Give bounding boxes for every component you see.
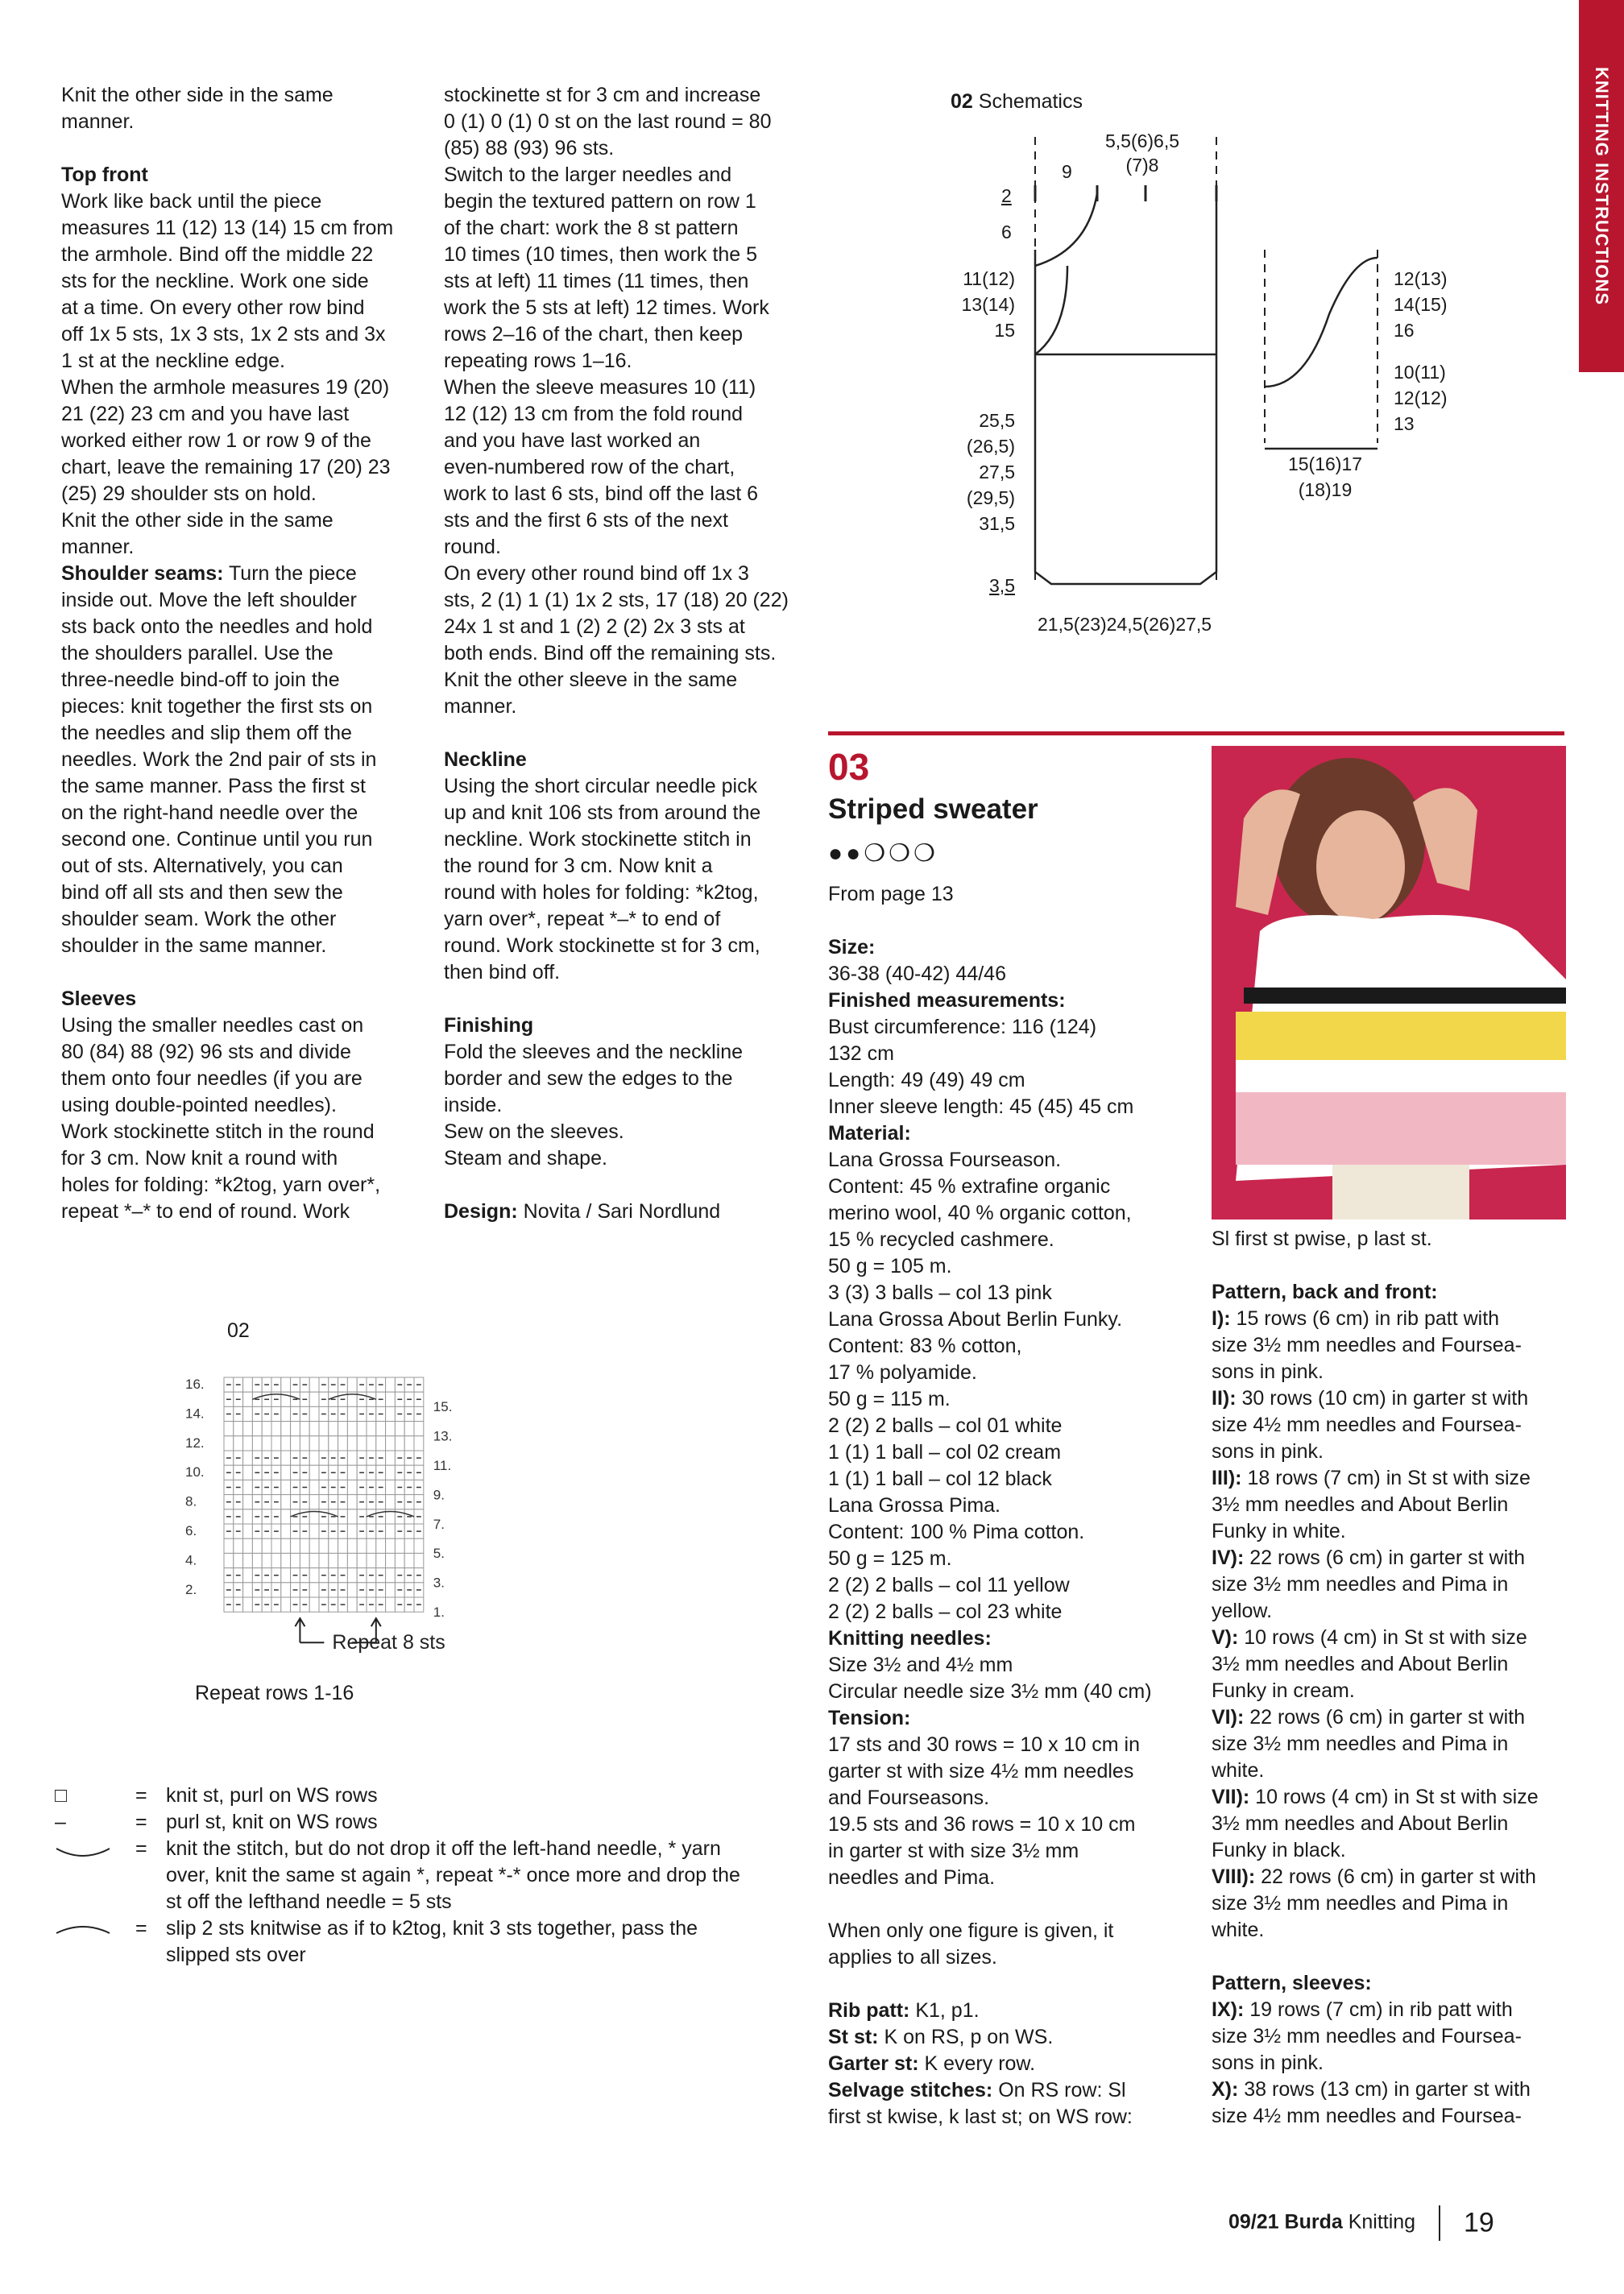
paragraph-lead: Rib patt:	[828, 1999, 910, 2022]
labeled-paragraph: IX): 19 rows (7 cm) in rib patt with size 3½ mm needles and Foursea- sons in pink.	[1212, 1998, 1522, 2074]
column-2	[444, 82, 814, 1225]
paragraph-lead: Design:	[444, 1200, 518, 1223]
paragraph-lead: III):	[1212, 1467, 1242, 1489]
legend-symbol: □	[55, 1784, 68, 1807]
chart-row-label: 16.	[185, 1377, 205, 1392]
chart-row-label: 5.	[433, 1546, 445, 1562]
section-heading: Pattern, back and front:	[1212, 1281, 1438, 1303]
section-heading: Sleeves	[61, 988, 137, 1010]
labeled-paragraph: VI): 22 rows (6 cm) in garter st with size 3½ mm needles and Pima in white.	[1212, 1706, 1525, 1782]
spacer	[1212, 1944, 1574, 1970]
paragraph: Knit the other side in the same manner.	[61, 84, 334, 133]
section-heading: Material:	[828, 1122, 911, 1145]
legend-equals: =	[135, 1837, 147, 1860]
legend-text: purl st, knit on WS rows	[166, 1811, 378, 1833]
legend-text: knit st, purl on WS rows	[166, 1784, 378, 1807]
paragraph: Sl first st pwise, p last st.	[1212, 1228, 1432, 1250]
labeled-paragraph: Selvage stitches: On RS row: Sl first st kwise, k last st; on WS row:	[828, 2079, 1133, 2128]
spacer	[444, 720, 814, 747]
paragraph: From page 13	[828, 883, 954, 905]
paragraph: stockinette st for 3 cm and increase 0 (1) 0 (1) 0 st on the last round = 80 (85) 88 (93) 96 sts. Switch to the larger needles and begin the textured pattern on row 1 of the chart: work the 8 st pattern 10 times (10 times, then work the 5 sts at left) 11 times (11 times, then work the 5 sts at left) 12 times. Work rows 2–16 of the chart, then keep repeating rows 1–16. When the sleeve measures 10 (11) 12 (12) 13 cm from the fold round and you have last worked an even-numbered row of the chart, work to last 6 sts, bind off the last 6 sts and the first 6 sts of the next round. On every other round bind off 1x 3 sts, 2 (1) 1 (1) 1x 2 sts, 17 (18) 20 (22) 24x 1 st and 1 (2) 2 (2) 2x 3 sts at both ends. Bind off the remaining sts. Knit the other sleeve in the same manner.	[444, 84, 789, 718]
section-heading: Finishing	[444, 1014, 534, 1037]
chart-row-label: 4.	[185, 1552, 197, 1568]
chart-row-label: 15.	[433, 1399, 453, 1415]
chart-row-label: 8.	[185, 1493, 197, 1509]
paragraph-lead: IX):	[1212, 1998, 1245, 2021]
legend-equals: =	[135, 1917, 147, 1940]
repeat-arrow-left	[295, 1618, 304, 1642]
paragraph-lead: VI):	[1212, 1706, 1245, 1729]
spacer	[444, 986, 814, 1012]
paragraph-lead: V):	[1212, 1626, 1239, 1649]
labeled-paragraph: III): 18 rows (7 cm) in St st with size 3½ mm needles and About Berlin Funky in white.	[1212, 1467, 1531, 1542]
schem-top-label: 5,5(6)6,5 (7)8	[1104, 130, 1180, 176]
labeled-paragraph: Rib patt: K1, p1.	[828, 1999, 980, 2022]
paragraph: Work like back until the piece measures 11 (12) 13 (14) 15 cm from the armhole. Bind off the middle 22 sts for the neckline. Work one side at a time. On every other row bind off 1x 5 sts, 1x 3 sts, 1x 2 sts and 3x 1 st at the neckline edge. When the armhole measures 19 (20) 21 (22) 23 cm and you have last worked either row 1 or row 9 of the chart, leave the remaining 17 (20) 23 (25) 29 shoulder sts on hold. Knit the other side in the same manner.	[61, 190, 394, 558]
labeled-paragraph: II): 30 rows (10 cm) in garter st with size 4½ mm needles and Foursea- sons in pink.	[1212, 1387, 1529, 1463]
paragraph-lead: X):	[1212, 2078, 1239, 2101]
column-4	[1212, 1226, 1574, 2130]
paragraph: 36-38 (40-42) 44/46	[828, 963, 1006, 985]
spacer	[444, 1172, 814, 1199]
sweater-photo	[1212, 746, 1566, 1219]
schem-neck-depth-1: 2	[1001, 185, 1012, 206]
section-heading: Neckline	[444, 748, 527, 771]
paragraph: Using the short circular needle pick up and knit 106 sts from around the neckline. Work stockinette stitch in the round for 3 cm. Now knit a round with holes for folding: *k2tog, yarn over*, repeat *–* to end of round. Work stockinette st for 3 cm, then bind off.	[444, 775, 761, 983]
labeled-paragraph: Garter st: K every row.	[828, 2052, 1036, 2075]
labeled-paragraph: St st: K on RS, p on WS.	[828, 2026, 1054, 2048]
section-heading: Finished measurements:	[828, 989, 1066, 1012]
section-rule	[828, 731, 1564, 735]
chart-title: 02	[227, 1319, 250, 1342]
schem-width: 21,5(23)24,5(26)27,5	[1038, 614, 1212, 635]
section-tab: KNITTING INSTRUCTIONS	[1579, 0, 1624, 372]
chart-row-label: 2.	[185, 1581, 197, 1597]
labeled-paragraph: Design: Novita / Sari Nordlund	[444, 1200, 721, 1223]
legend-equals: =	[135, 1784, 147, 1807]
pattern-title: Striped sweater	[828, 793, 1038, 825]
legend-text: slip 2 sts knitwise as if to k2tog, knit 3 sts together, pass the slipped sts over	[166, 1917, 698, 1966]
paragraph: Using the smaller needles cast on 80 (84) 88 (92) 96 sts and divide them onto four needles (if you are using double-pointed needles). Work stockinette stitch in the round for 3 cm. Now knit a round with holes for folding: *k2tog, yarn over*, repeat *–* to end of round. Work	[61, 1014, 381, 1223]
difficulty-rating: ●●❍❍❍	[828, 840, 938, 867]
schematic-diagram	[926, 121, 1410, 652]
labeled-paragraph: Shoulder seams: Turn the piece inside out. Move the left shoulder sts back onto the needles and hold the shoulders parallel. Use the three-needle bind-off to join the pieces: knit together the first sts on the needles and slip them off the needles. Work the 2nd pair of sts in the same manner. Pass the first st on the right-hand needle over the second one. Continue until you run out of sts. Alternatively, you can bind off all sts and then sew the shoulder seam. Work the other shoulder in the same manner.	[61, 562, 377, 957]
column-3	[828, 881, 1207, 2130]
section-heading: Size:	[828, 936, 876, 959]
spacer	[828, 1971, 1207, 1998]
paragraph-lead: Garter st:	[828, 2052, 919, 2075]
legend-symbol: –	[55, 1811, 66, 1833]
page-footer: 09/21 Burda Knitting 19	[1228, 2205, 1494, 2241]
schem-sleeve-length: 10(11) 12(12) 13	[1394, 362, 1448, 434]
increase-symbol-icon	[55, 1836, 111, 1870]
spacer	[61, 959, 432, 986]
schem-neck-width: 9	[1062, 161, 1072, 182]
labeled-paragraph: VII): 10 rows (4 cm) in St st with size 3½ mm needles and About Berlin Funky in black.	[1212, 1786, 1539, 1861]
section-heading: Pattern, sleeves:	[1212, 1972, 1372, 1994]
chart-row-label: 6.	[185, 1523, 197, 1538]
schem-sleeve-cap: 12(13) 14(15) 16	[1394, 268, 1448, 341]
paragraph-lead: Selvage stitches:	[828, 2079, 993, 2101]
schem-body-length: 25,5 (26,5) 27,5 (29,5) 31,5	[966, 410, 1015, 534]
spacer	[828, 908, 1207, 934]
paragraph-lead: Shoulder seams:	[61, 562, 224, 585]
legend-equals: =	[135, 1811, 147, 1833]
section-heading: Tension:	[828, 1707, 911, 1729]
legend-text: knit the stitch, but do not drop it off the left-hand needle, * yarn over, knit the same st again *, repeat *-* once more and drop the st off the lefthand needle = 5 sts	[166, 1837, 740, 1913]
knitting-chart	[185, 1369, 620, 1675]
paragraph: 17 sts and 30 rows = 10 x 10 cm in garter st with size 4½ mm needles and Fourseasons. 19.5 sts and 36 rows = 10 x 10 cm in garter st with size 3½ mm needles and Pima.	[828, 1733, 1141, 1889]
page-number: 19	[1464, 2207, 1494, 2238]
labeled-paragraph: IV): 22 rows (6 cm) in garter st with size 3½ mm needles and Pima in yellow.	[1212, 1547, 1525, 1622]
spacer	[1212, 1253, 1574, 1279]
chart-row-label: 12.	[185, 1435, 205, 1451]
schematic-title: 02 Schematics	[951, 90, 1083, 113]
paragraph: Size 3½ and 4½ mm Circular needle size 3½ mm (40 cm)	[828, 1654, 1152, 1703]
section-heading: Knitting needles:	[828, 1627, 992, 1650]
labeled-paragraph: VIII): 22 rows (6 cm) in garter st with size 3½ mm needles and Pima in white.	[1212, 1865, 1536, 1941]
labeled-paragraph: X): 38 rows (13 cm) in garter st with size 4½ mm needles and Foursea-	[1212, 2078, 1531, 2127]
paragraph-lead: I):	[1212, 1307, 1231, 1330]
spacer	[828, 1891, 1207, 1918]
chart-repeat-sts: Repeat 8 sts	[332, 1631, 445, 1654]
spacer	[61, 135, 432, 162]
paragraph-lead: St st:	[828, 2026, 879, 2048]
chart-row-label: 7.	[433, 1516, 445, 1532]
chart-row-label: 14.	[185, 1406, 205, 1422]
chart-repeat-rows: Repeat rows 1-16	[195, 1682, 354, 1704]
section-heading: Top front	[61, 164, 148, 186]
paragraph: Lana Grossa Fourseason. Content: 45 % extrafine organic merino wool, 40 % organic cotton, 15 % recycled cashmere. 50 g = 105 m. 3 (3) 3 balls – col 13 pink Lana Grossa About Berlin Funky. Content: 83 % cotton, 17 % polyamide. 50 g = 115 m. 2 (2) 2 balls – col 01 white 1 (1) 1 ball – col 02 cream 1 (1) 1 ball – col 12 black Lana Grossa Pima. Content: 100 % Pima cotton. 50 g = 125 m. 2 (2) 2 balls – col 11 yellow 2 (2) 2 balls – col 23 white	[828, 1149, 1132, 1623]
chart-row-label: 11.	[433, 1458, 452, 1473]
pattern-number: 03	[828, 746, 870, 788]
column-1	[61, 82, 432, 1225]
paragraph: Fold the sleeves and the neckline border and sew the edges to the inside. Sew on the sleeves. Steam and shape.	[444, 1041, 744, 1170]
schem-neck-depth-2: 6	[1001, 222, 1012, 242]
chart-row-label: 13.	[433, 1428, 453, 1444]
paragraph-lead: IV):	[1212, 1547, 1245, 1569]
paragraph: Bust circumference: 116 (124) 132 cm Length: 49 (49) 49 cm Inner sleeve length: 45 (45) 45 cm	[828, 1016, 1134, 1118]
schem-sleeve-width: 15(16)17 (18)19	[1287, 453, 1363, 500]
chart-row-label: 3.	[433, 1575, 445, 1591]
labeled-paragraph: I): 15 rows (6 cm) in rib patt with size 3½ mm needles and Foursea- sons in pink.	[1212, 1307, 1522, 1383]
schem-rib: 3,5	[989, 575, 1015, 596]
paragraph-lead: II):	[1212, 1387, 1237, 1410]
schem-armhole: 11(12) 13(14) 15	[961, 268, 1015, 341]
paragraph: When only one figure is given, it applies to all sizes.	[828, 1919, 1114, 1969]
chart-row-label: 9.	[433, 1487, 445, 1503]
labeled-paragraph: V): 10 rows (4 cm) in St st with size 3½ mm needles and About Berlin Funky in cream.	[1212, 1626, 1527, 1702]
chart-row-label: 10.	[185, 1464, 205, 1480]
decrease-symbol-icon	[55, 1915, 111, 1949]
paragraph-lead: VIII):	[1212, 1865, 1256, 1888]
chart-row-label: 1.	[433, 1605, 445, 1620]
chart-grid	[224, 1377, 424, 1612]
paragraph-lead: VII):	[1212, 1786, 1250, 1808]
